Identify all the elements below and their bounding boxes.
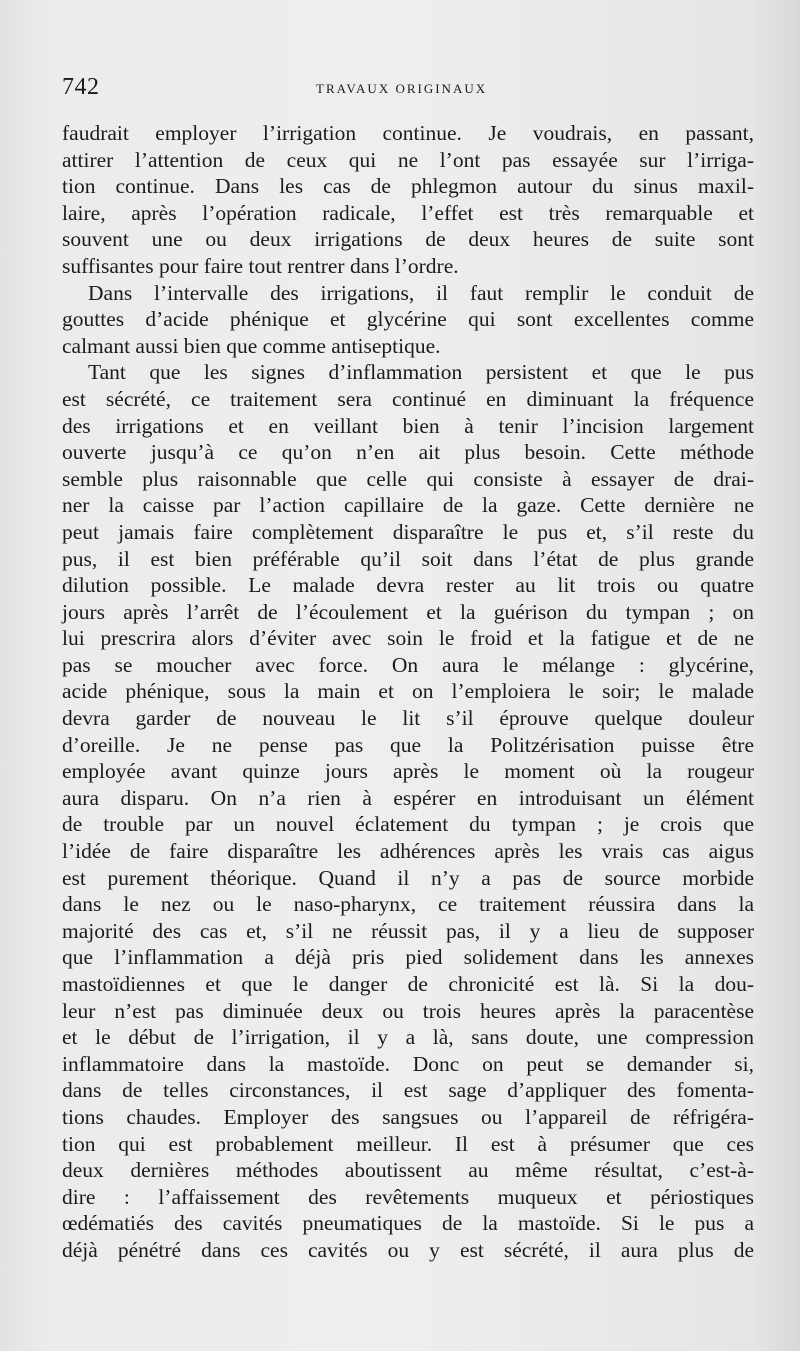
text-line: souvent une ou deux irrigations de deux heures de suite sont <box>62 227 754 252</box>
text-line: lui prescrira alors d’éviter avec soin le froid et la fatigue et de ne <box>62 626 754 651</box>
text-line: dire : l’affaissement des revêtements muqueux et périostiques <box>62 1184 754 1209</box>
text-line: pus, il est bien préférable qu’il soit dans l’état de plus grande <box>62 546 754 571</box>
text-line: Dans l’intervalle des irrigations, il faut remplir le conduit de <box>88 280 754 305</box>
text-line: est purement théorique. Quand il n’y a pas de source morbide <box>62 865 754 890</box>
text-line: deux dernières méthodes aboutissent au même résultat, c’est-à- <box>62 1158 754 1183</box>
text-line: laire, après l’opération radicale, l’effet est très remarquable et <box>62 200 754 225</box>
page-number: 742 <box>62 74 100 100</box>
text-line: suffisantes pour faire tout rentrer dans l’ordre. <box>62 253 459 278</box>
text-line: peut jamais faire complètement disparaître le pus et, s’il reste du <box>62 519 754 544</box>
text-line: aura disparu. On n’a rien à espérer en introduisant un élément <box>62 785 754 810</box>
text-line: dans le nez ou le naso-pharynx, ce traitement réussira dans la <box>62 892 754 917</box>
text-line: leur n’est pas diminuée deux ou trois heures après la paracentèse <box>62 998 754 1023</box>
text-line: devra garder de nouveau le lit s’il éprouve quelque douleur <box>62 706 754 731</box>
text-line: tion qui est probablement meilleur. Il est à présumer que ces <box>62 1131 754 1156</box>
body-text <box>62 120 754 1264</box>
text-line: semble plus raisonnable que celle qui consiste à essayer de drai- <box>62 466 754 491</box>
text-line: tion continue. Dans les cas de phlegmon autour du sinus maxil- <box>62 174 754 199</box>
running-head: TRAVAUX ORIGINAUX <box>316 81 488 96</box>
text-line: de trouble par un nouvel éclatement du tympan ; je crois que <box>62 812 754 837</box>
text-line: ner la caisse par l’action capillaire de la gaze. Cette dernière ne <box>62 493 754 518</box>
text-line: Tant que les signes d’inflammation persistent et que le pus <box>88 360 754 385</box>
text-line: mastoïdiennes et que le danger de chronicité est là. Si la dou- <box>62 972 754 996</box>
text-line: œdématiés des cavités pneumatiques de la mastoïde. Si le pus a <box>62 1211 754 1236</box>
text-line: calmant aussi bien que comme antiseptique. <box>62 333 441 358</box>
text-line: jours après l’arrêt de l’écoulement et la guérison du tympan ; on <box>62 599 754 624</box>
text-line: tions chaudes. Employer des sangsues ou l’appareil de réfrigéra- <box>62 1104 754 1129</box>
text-line: dans de telles circonstances, il est sage d’appliquer des fomenta- <box>62 1078 754 1103</box>
text-line: déjà pénétré dans ces cavités ou y est sécrété, il aura plus de <box>62 1237 754 1262</box>
text-line: attirer l’attention de ceux qui ne l’ont pas essayée sur l’irriga- <box>62 147 754 172</box>
text-line: gouttes d’acide phénique et glycérine qui sont excellentes comme <box>62 307 754 332</box>
text-line: dilution possible. Le malade devra rester au lit trois ou quatre <box>62 573 754 598</box>
text-line: que l’inflammation a déjà pris pied solidement dans les annexes <box>62 945 754 970</box>
text-line: inflammatoire dans la mastoïde. Donc on peut se demander si, <box>62 1051 754 1076</box>
page-header <box>62 74 762 104</box>
text-line: des irrigations et en veillant bien à tenir l’incision largement <box>62 413 754 438</box>
text-line: ouverte jusqu’à ce qu’on n’en ait plus besoin. Cette méthode <box>62 440 754 465</box>
text-line: faudrait employer l’irrigation continue. Je voudrais, en passant, <box>62 121 754 145</box>
text-line: et le début de l’irrigation, il y a là, sans doute, une compression <box>62 1025 754 1050</box>
text-line: employée avant quinze jours après le moment où la rougeur <box>62 759 754 784</box>
text-line: d’oreille. Je ne pense pas que la Politzérisation puisse être <box>62 732 754 757</box>
text-line: l’idée de faire disparaître les adhérences après les vrais cas aigus <box>62 839 754 864</box>
text-line: majorité des cas et, s’il ne réussit pas, il y a lieu de supposer <box>62 918 754 943</box>
text-line: pas se moucher avec force. On aura le mélange : glycérine, <box>62 652 754 677</box>
text-line: acide phénique, sous la main et on l’emploiera le soir; le malade <box>62 679 754 704</box>
text-line: est sécrété, ce traitement sera continué en diminuant la fréquence <box>62 386 754 411</box>
